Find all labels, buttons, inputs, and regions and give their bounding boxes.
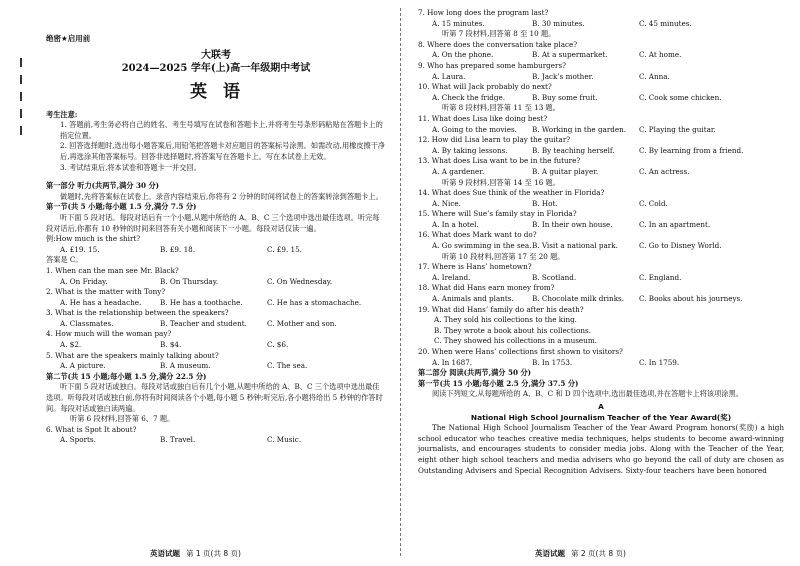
- material-note: 听第 8 段材料,回答第 11 至 13 题。: [442, 103, 560, 113]
- question-options: [418, 220, 784, 231]
- option: A. On Friday.: [60, 276, 108, 286]
- option: B. In 1753.: [532, 357, 573, 367]
- confidential-label: 绝密★启用前: [46, 34, 91, 43]
- question-options: [418, 93, 784, 104]
- question: 8. Where does the conversation take place?: [418, 39, 578, 49]
- option: A. In 1687.: [432, 357, 473, 367]
- question: 13. What does Lisa want to be in the future?: [418, 156, 581, 166]
- material-note: 听第 7 段材料,回答第 8 至 10 题。: [442, 29, 556, 39]
- option: B. Visit a national park.: [532, 241, 618, 251]
- material-note: 听第 10 段材料,回答第 17 至 20 题。: [442, 251, 565, 261]
- option: B. On Thursday.: [160, 276, 219, 286]
- option: B. At a supermarket.: [532, 50, 608, 60]
- question: 9. Who has prepared some hamburgers?: [418, 60, 567, 70]
- question: 18. What did Hans earn money from?: [418, 283, 555, 293]
- option: B. Scotland.: [532, 272, 577, 282]
- material-note: 听第 6 段材料,回答第 6、7 题。: [70, 414, 175, 424]
- question: 19. What did Hans’ family do after his death?: [418, 304, 584, 314]
- question: 2. What is the matter with Tony?: [46, 287, 166, 297]
- question: 12. How did Lisa learn to play the guitar?: [418, 135, 571, 145]
- option: B. They wrote a book about his collections.: [434, 325, 591, 335]
- question-options: [418, 358, 784, 369]
- option: B. Jack’s mother.: [532, 71, 594, 81]
- notice-list: [46, 120, 386, 173]
- question: 17. Where is Hans’ hometown?: [418, 262, 532, 272]
- notice-item: 2. 回答选择题时,选出每小题答案后,用铅笔把答题卡对应题目的答案标号涂黑。如需改动,用橡皮擦干净后,再选涂其他答案标号。回答非选择题时,将答案写在答题卡上。写在本试卷上无效。: [60, 141, 386, 161]
- option: A. They sold his collections to the king.: [434, 315, 577, 325]
- question-options: [46, 319, 386, 330]
- option: C. Mother and son.: [267, 318, 337, 328]
- option: C. Cold.: [639, 198, 668, 208]
- material-note: 听第 9 段材料,回答第 14 至 16 题。: [442, 177, 560, 187]
- section1-intro: 听下面 5 段对话。每段对话后有一个小题,从题中所给的 A、B、C 三个选项中选出最佳选项。听完每段对话后,你都有 10 秒钟的时间来回答有关小题和阅读下一小题。每段对话仅读一遍。: [46, 212, 380, 233]
- reading-section1-intro: 阅读下列短文,从每题所给的 A、B、C 和 D 四个选项中,选出最佳选项,并在答题卡上将该项涂黑。: [432, 389, 743, 399]
- question-options: [418, 294, 784, 305]
- option: C. Cook some chicken.: [639, 92, 722, 102]
- option: C. Books about his journeys.: [639, 294, 743, 304]
- option: A. On the phone.: [432, 50, 494, 60]
- question-options: [418, 125, 784, 136]
- question-options: [418, 146, 784, 157]
- exam-year: 2024—2025 学年(上)高一年级期中考试: [121, 62, 311, 74]
- question-options: [418, 72, 784, 83]
- section2-intro: 听下面 5 段对话或独白。每段对话或独白后有几个小题,从题中所给的 A、B、C 三个选项中选出最佳选项。听每段对话或独白前,你将有时间阅读各个小题,每小题 5 秒钟;听完后,各小题将给出 5 秒钟的作答时间。每段对话或独白读两遍。: [46, 382, 383, 413]
- notice-item: 3. 考试结束后,将本试卷和答题卡一并交回。: [60, 162, 201, 172]
- question: 10. What will Jack probably do next?: [418, 82, 552, 92]
- question: 5. What are the speakers mainly talking about?: [46, 350, 219, 360]
- reading-section1-title: 第一节(共 15 小题;每小题 2.5 分,满分 37.5 分): [418, 378, 579, 388]
- footer-page: 第 2 页(共 8 页): [571, 549, 626, 559]
- question-options: [418, 19, 784, 30]
- option: B. Working in the garden.: [532, 124, 627, 134]
- option: C. 45 minutes.: [639, 18, 692, 28]
- page-footer: [150, 549, 241, 560]
- option: C. Playing the guitar.: [639, 124, 716, 134]
- option: A. £19. 15.: [60, 244, 100, 254]
- option: A. Going to the movies.: [432, 124, 517, 134]
- option: A. In a hotel.: [432, 219, 479, 229]
- section1-title: 第一节(共 5 小题;每小题 1.5 分,满分 7.5 分): [46, 202, 197, 212]
- option: A. Sports.: [60, 435, 96, 445]
- question-options: [418, 273, 784, 284]
- question: 7. How long does the program last?: [418, 8, 549, 17]
- page-footer: [535, 549, 626, 560]
- option: C. In an apartment.: [639, 219, 711, 229]
- question: 15. Where will Sue’s family stay in Florida?: [418, 209, 577, 219]
- option: B. By teaching herself.: [532, 145, 615, 155]
- question: 20. When were Hans’ collections first shown to visitors?: [418, 347, 623, 356]
- option: C. In 1759.: [639, 357, 680, 367]
- example-answer: 答案是 C。: [46, 255, 83, 265]
- part2-title: 第二部分 阅读(共两节,满分 50 分): [418, 368, 532, 378]
- footer-title: 英语试题: [150, 549, 180, 559]
- question: 3. What is the relationship between the speakers?: [46, 308, 229, 318]
- question-options: [418, 50, 784, 61]
- question: 16. What does Mark want to do?: [418, 230, 537, 240]
- question-options: [418, 241, 784, 252]
- question-options: [46, 277, 386, 288]
- option: A. Classmates.: [60, 318, 114, 328]
- option: A. He has a headache.: [60, 297, 142, 307]
- passage-text: The National High School Journalism Teacher of the Year Award Program honors(奖励) a high school educator who teaches creative media techniques, helps students to become award-winning journalists, and encourages students to consider media jobs. Along with the Teacher of the Year, eight other high school teachers and media advisers who go beyond the call of duty are chosen as Outstanding Advisers and Special Recognition Advisers. Sixty-four teachers have been honored: [418, 423, 784, 475]
- option: B. $4.: [160, 340, 182, 350]
- example-options: [46, 245, 386, 256]
- option: B. Chocolate milk drinks.: [532, 294, 625, 304]
- footer-page: 第 1 页(共 8 页): [186, 549, 241, 559]
- option: C. At home.: [639, 50, 682, 60]
- option: A. Go swimming in the sea.: [432, 241, 532, 251]
- option: B. In their own house.: [532, 219, 613, 229]
- notice-item: 1. 答题前,考生务必将自己的姓名、考生号填写在试卷和答题卡上,并将考生号条形码粘贴在答题卡上的指定位置。: [60, 120, 383, 140]
- option: A. Laura.: [432, 71, 466, 81]
- option: C. They showed his collections in a museum.: [434, 336, 597, 346]
- question: 1. When can the man see Mr. Black?: [46, 265, 179, 275]
- option: B. Buy some fruit.: [532, 92, 598, 102]
- option: B. £9. 18.: [160, 244, 195, 254]
- option: A. $2.: [60, 340, 82, 350]
- question-options: [46, 340, 386, 351]
- option: B. Travel.: [160, 435, 196, 445]
- option: A. A picture.: [60, 361, 106, 371]
- option: A. 15 minutes.: [432, 18, 485, 28]
- subject-title: 英语: [190, 81, 256, 102]
- question: 11. What does Lisa like doing best?: [418, 113, 548, 123]
- option: B. 30 minutes.: [532, 18, 585, 28]
- option: C. $6.: [267, 340, 289, 350]
- section2-title: 第二节(共 15 小题;每小题 1.5 分,满分 22.5 分): [46, 371, 207, 381]
- question-list-2: [418, 8, 784, 368]
- option: C. Music.: [267, 435, 302, 445]
- question: 14. What does Sue think of the weather in Florida?: [418, 188, 605, 198]
- option: C. £9. 15.: [267, 244, 302, 254]
- question-options: [46, 361, 386, 372]
- question-options: [418, 167, 784, 178]
- passage-title: National High School Journalism Teacher of the Year Award(奖): [470, 412, 732, 422]
- option: B. A guitar player.: [532, 166, 599, 176]
- page-2: [400, 0, 800, 566]
- passage-letter: A: [598, 401, 604, 411]
- question-list-1: [46, 266, 386, 372]
- question: 4. How much will the woman pay?: [46, 329, 172, 339]
- option: C. On Wednesday.: [267, 276, 333, 286]
- option: C. By learning from a friend.: [639, 145, 744, 155]
- option: C. He has a stomachache.: [267, 297, 362, 307]
- option: A. Animals and plants.: [432, 294, 514, 304]
- question-options: [418, 199, 784, 210]
- question: 6. What is Spot It about?: [46, 424, 137, 434]
- question-options: [46, 435, 386, 446]
- option: C. The sea.: [267, 361, 308, 371]
- option: B. He has a toothache.: [160, 297, 243, 307]
- question-options: [46, 298, 386, 309]
- part1-intro: 做题时,先将答案标在试卷上。录音内容结束后,你将有 2 分钟的时间将试卷上的答案转涂到答题卡上。: [60, 191, 383, 201]
- option: C. An actress.: [639, 166, 690, 176]
- footer-title: 英语试题: [535, 549, 565, 559]
- option: A. By taking lessons.: [432, 145, 508, 155]
- option: C. Go to Disney World.: [639, 241, 722, 251]
- notice-title: 考生注意:: [46, 109, 78, 119]
- option: A. Ireland.: [432, 272, 471, 282]
- option: B. Hot.: [532, 198, 558, 208]
- option: A. Nice.: [432, 198, 461, 208]
- exam-name: 大联考: [201, 49, 231, 61]
- example-question: 例:How much is the shirt?: [46, 234, 141, 244]
- option: A. Check the fridge.: [432, 92, 505, 102]
- option: A. A gardener.: [432, 166, 485, 176]
- option: B. Teacher and student.: [160, 318, 247, 328]
- option: C. Anna.: [639, 71, 670, 81]
- option: C. England.: [639, 272, 682, 282]
- option: B. A museum.: [160, 361, 211, 371]
- part1-title: 第一部分 听力(共两节,满分 30 分): [46, 181, 160, 191]
